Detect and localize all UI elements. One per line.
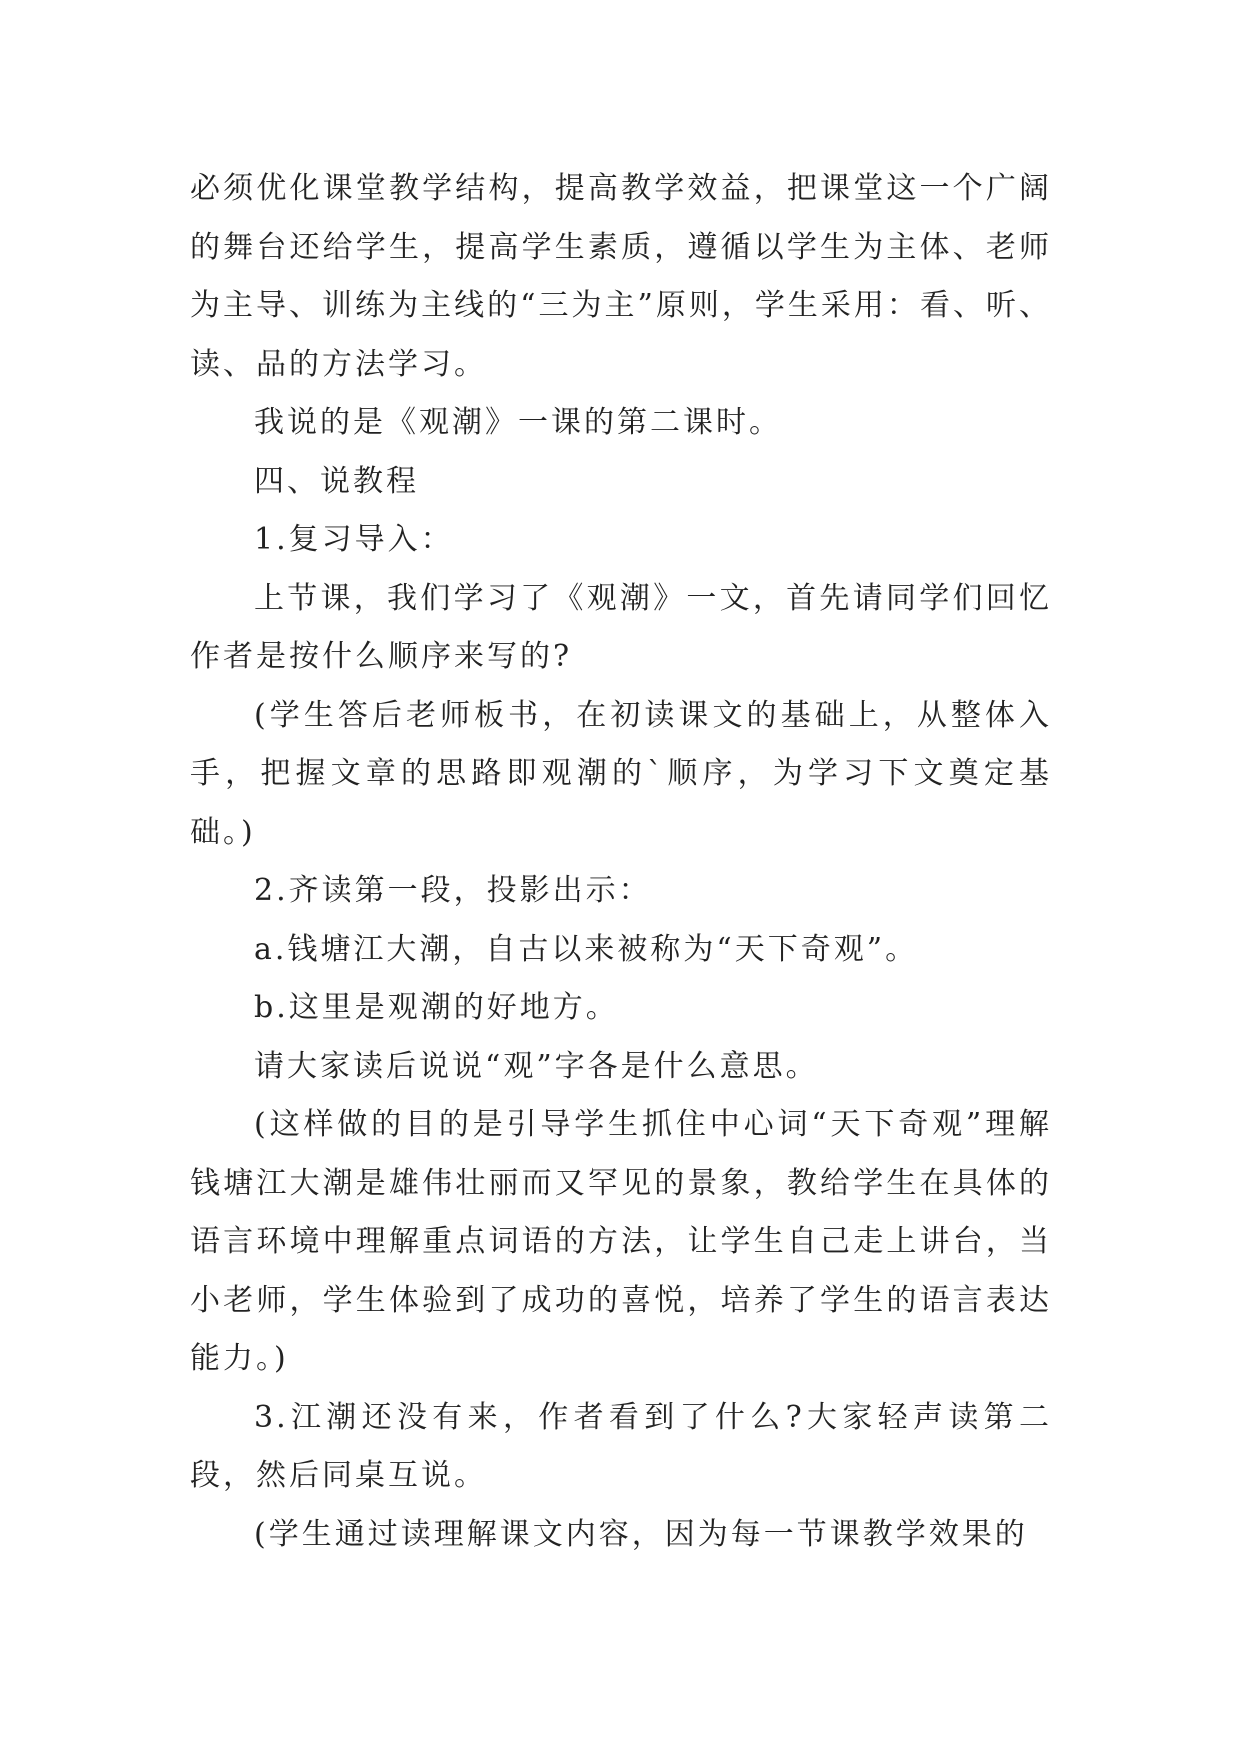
paragraph: 我说的是《观潮》一课的第二课时。 (254, 405, 782, 440)
paragraph: a.钱塘江大潮，自古以来被称为“天下奇观”。 (254, 931, 919, 967)
paragraph: 请大家读后说说“观”字各是什么意思。 (254, 1048, 819, 1084)
paragraph: 3.江潮还没有来，作者看到了什么?大家轻声读第二段，然后同桌互说。 (190, 1399, 1052, 1493)
document-body (190, 160, 1052, 1564)
paragraph: (学生通过读理解课文内容，因为每一节课教学效果的 (254, 1516, 1028, 1552)
paragraph: 2.齐读第一段，投影出示： (254, 873, 652, 908)
paragraph: 1.复习导入： (254, 522, 454, 557)
paragraph: b.这里是观潮的好地方。 (254, 990, 619, 1025)
paragraph: 上节课，我们学习了《观潮》一文，首先请同学们回忆作者是按什么顺序来写的? (190, 580, 1052, 674)
paragraph: (这样做的目的是引导学生抓住中心词“天下奇观”理解钱塘江大潮是雄伟壮丽而又罕见的景象，教给学生在具体的语言环境中理解重点词语的方法，让学生自己走上讲台，当小老师，学生体验到了成功的喜悦，培养了学生的语言表达能力。) (190, 1107, 1052, 1376)
paragraph: 必须优化课堂教学结构，提高教学效益，把课堂这一个广阔的舞台还给学生，提高学生素质，遵循以学生为主体、老师为主导、训练为主线的“三为主”原则，学生采用：看、听、读、品的方法学习。 (190, 171, 1052, 382)
paragraph: (学生答后老师板书，在初读课文的基础上，从整体入手，把握文章的思路即观潮的`顺序，为学习下文奠定基础。) (190, 697, 1052, 850)
section-heading: 四、说教程 (254, 463, 419, 499)
